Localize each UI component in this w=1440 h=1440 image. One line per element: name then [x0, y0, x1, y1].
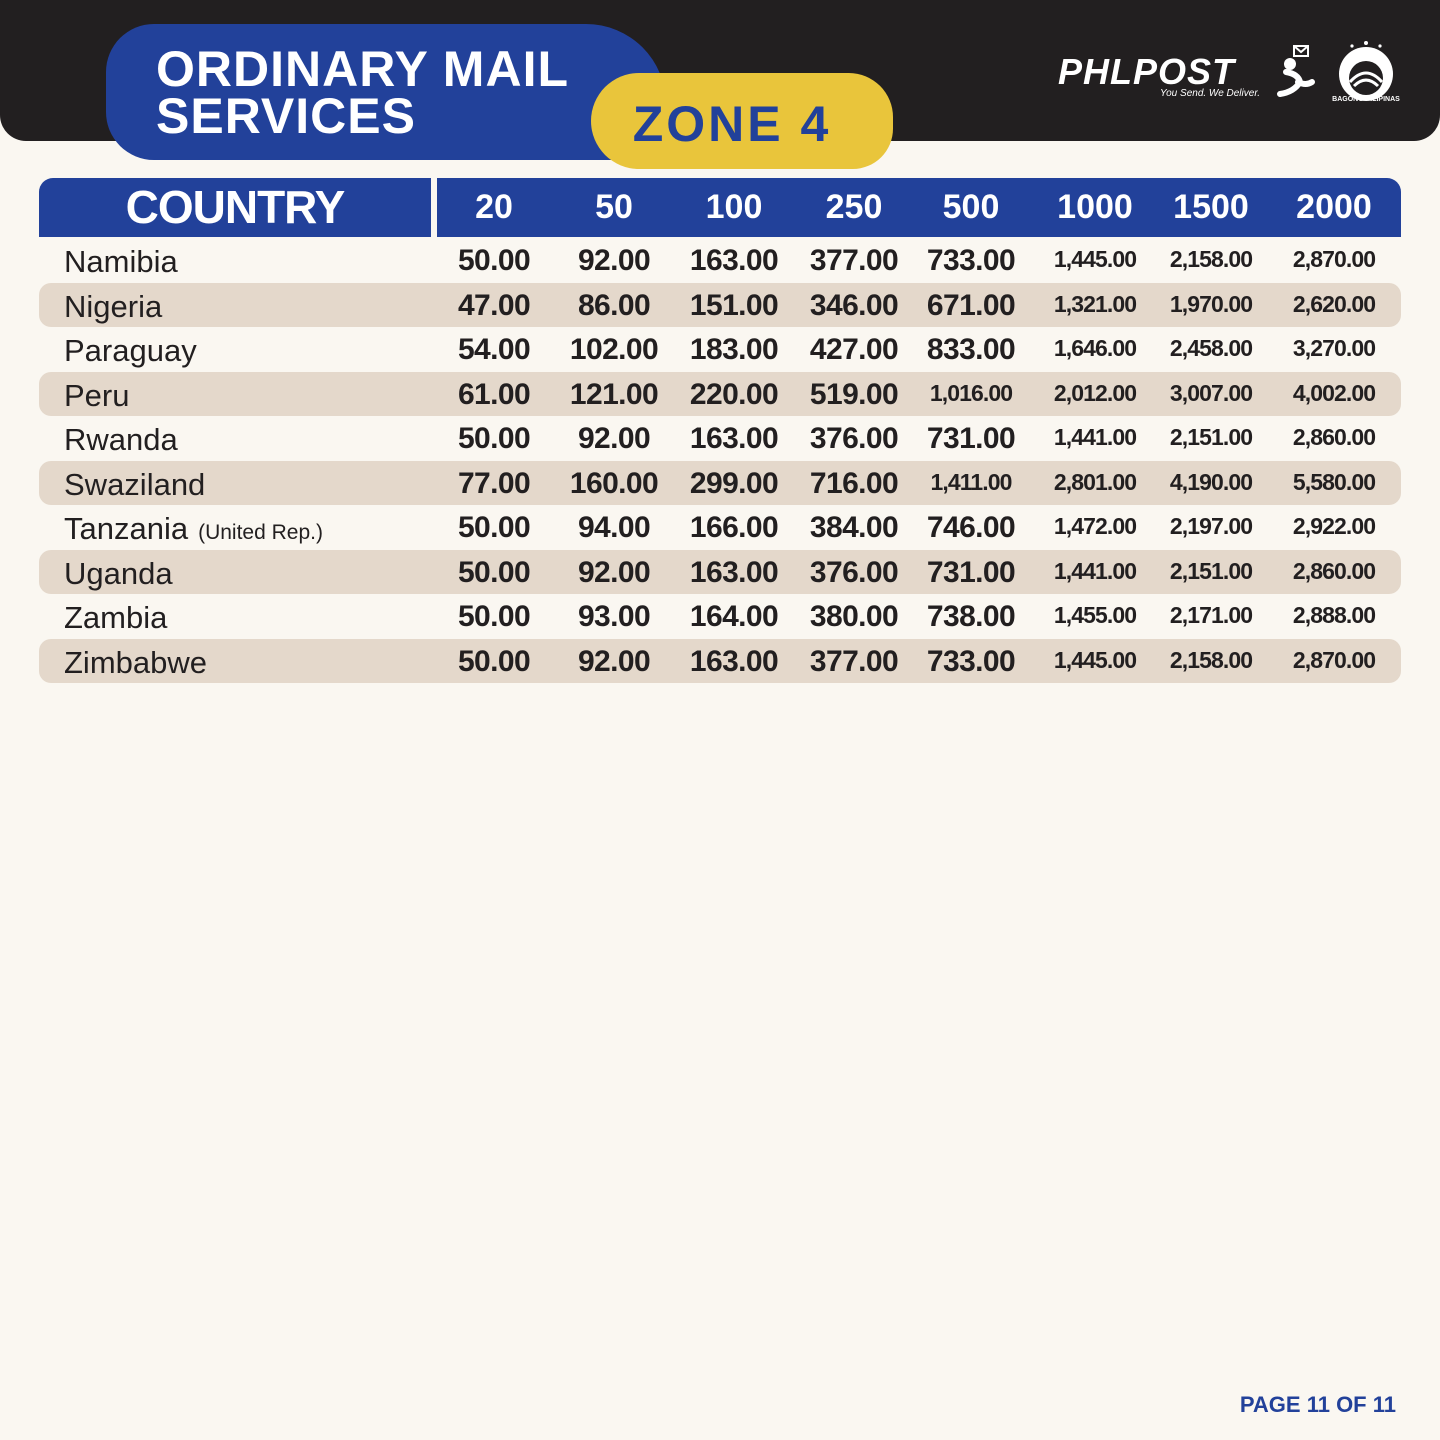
- rate-cell: 733.00: [926, 644, 1016, 678]
- rate-cell: 86.00: [577, 288, 651, 322]
- rate-cell: 1,016.00: [929, 379, 1013, 406]
- rate-cell: 519.00: [809, 377, 899, 411]
- table-row: [39, 550, 1401, 594]
- country-name: [64, 639, 207, 683]
- column-header-weight: 100: [705, 188, 763, 226]
- page-title: [156, 41, 569, 144]
- table-row: [39, 283, 1401, 327]
- rate-cell: 92.00: [577, 644, 651, 678]
- country-label: Swaziland: [64, 466, 206, 502]
- country-name: [64, 461, 205, 505]
- rate-cell: 5,580.00: [1292, 468, 1376, 495]
- rate-cell: 92.00: [577, 555, 651, 589]
- title-line-1: ORDINARY MAIL: [156, 41, 569, 97]
- seal-caption: BAGONG PILIPINAS: [1332, 96, 1400, 103]
- zone-label: ZONE 4: [632, 96, 832, 152]
- rate-cell: 1,441.00: [1053, 424, 1137, 450]
- rate-cell: 731.00: [926, 422, 1016, 455]
- country-label: Uganda: [64, 555, 173, 591]
- rate-cell: 3,007.00: [1169, 379, 1253, 406]
- rate-cell: 1,445.00: [1053, 246, 1137, 272]
- rate-cell: 54.00: [457, 333, 531, 366]
- rate-cell: 2,870.00: [1292, 246, 1376, 272]
- country-label: Paraguay: [64, 333, 197, 368]
- rate-cell: 163.00: [689, 644, 779, 678]
- country-label: Peru: [64, 377, 130, 413]
- table-row: [39, 639, 1401, 683]
- table-row: [39, 327, 1401, 371]
- rate-cell: 163.00: [689, 555, 779, 589]
- country-note: (United Rep.): [198, 521, 323, 544]
- rate-cell: 50.00: [457, 555, 531, 589]
- country-label: Rwanda: [64, 422, 178, 457]
- rate-cell: 183.00: [689, 333, 779, 366]
- country-name: [64, 505, 323, 549]
- rate-cell: 299.00: [689, 466, 779, 500]
- rate-cell: 50.00: [457, 511, 531, 544]
- rate-cell: 61.00: [457, 377, 531, 411]
- table-header: [39, 178, 1401, 237]
- country-name: [64, 238, 178, 282]
- column-header-weight: 1000: [1057, 188, 1133, 226]
- mail-runner-icon: [1272, 42, 1320, 104]
- phlpost-logo: [1052, 38, 1322, 108]
- rate-cell: 833.00: [926, 333, 1016, 366]
- rate-cell: 1,321.00: [1053, 290, 1137, 317]
- rate-cell: 4,190.00: [1169, 468, 1253, 495]
- rate-cell: 50.00: [457, 422, 531, 455]
- rate-cell: 92.00: [577, 244, 651, 277]
- table-row: [39, 372, 1401, 416]
- rate-cell: 377.00: [809, 244, 899, 277]
- rate-cell: 427.00: [809, 333, 899, 366]
- rate-cell: 2,151.00: [1169, 424, 1253, 450]
- rate-cell: 1,441.00: [1053, 557, 1137, 584]
- column-header-weight: 2000: [1296, 188, 1372, 226]
- rate-cell: 2,158.00: [1169, 646, 1253, 673]
- rate-cell: 92.00: [577, 422, 651, 455]
- country-name: [64, 550, 173, 594]
- rate-cell: 2,888.00: [1292, 602, 1376, 628]
- rate-cell: 1,411.00: [930, 468, 1012, 495]
- country-name: [64, 327, 197, 371]
- country-label: Tanzania: [64, 511, 189, 546]
- rate-cell: 376.00: [809, 422, 899, 455]
- rate-cell: 1,970.00: [1169, 290, 1253, 317]
- rate-cell: 50.00: [457, 244, 531, 277]
- rate-cell: 163.00: [689, 244, 779, 277]
- rate-cell: 2,151.00: [1169, 557, 1253, 584]
- rate-cell: 2,197.00: [1169, 513, 1253, 539]
- rate-cell: 1,455.00: [1053, 602, 1137, 628]
- rate-cell: 166.00: [689, 511, 779, 544]
- rate-cell: 50.00: [457, 644, 531, 678]
- column-header-weight: 20: [475, 188, 513, 226]
- rate-cell: 733.00: [926, 244, 1016, 277]
- rate-cell: 47.00: [457, 288, 531, 322]
- table-row: [39, 416, 1401, 460]
- rate-cell: 2,860.00: [1292, 557, 1376, 584]
- rate-cell: 731.00: [926, 555, 1016, 589]
- title-line-2: SERVICES: [156, 88, 416, 144]
- column-header-weight: 500: [942, 188, 1000, 226]
- country-label: Zimbabwe: [64, 644, 207, 680]
- column-header-weight: 1500: [1173, 188, 1249, 226]
- rate-cell: 746.00: [926, 511, 1016, 544]
- country-name: [64, 372, 129, 416]
- column-header-country: COUNTRY: [125, 181, 345, 233]
- column-header-weight: 50: [595, 188, 633, 226]
- rate-cell: 2,158.00: [1169, 246, 1253, 272]
- rate-cell: 4,002.00: [1292, 379, 1376, 406]
- rate-cell: 2,801.00: [1053, 468, 1137, 495]
- logo-wordmark: PHLPOST: [1058, 51, 1236, 92]
- rate-cell: 1,646.00: [1053, 335, 1137, 361]
- rate-cell: 220.00: [689, 377, 779, 411]
- rate-cell: 671.00: [926, 288, 1016, 322]
- table-row: [39, 505, 1401, 549]
- rate-cell: 2,922.00: [1292, 513, 1376, 539]
- country-label: Namibia: [64, 244, 178, 279]
- rate-cell: 2,012.00: [1053, 379, 1137, 406]
- rate-cell: 380.00: [809, 600, 899, 633]
- table-row: [39, 461, 1401, 505]
- table-row: [39, 594, 1401, 638]
- column-header-weight: 250: [825, 188, 883, 226]
- country-label: Nigeria: [64, 288, 163, 324]
- rate-cell: 384.00: [809, 511, 899, 544]
- rate-cell: 151.00: [689, 288, 779, 322]
- page-indicator: PAGE 11 OF 11: [1239, 1392, 1396, 1417]
- rate-cell: 160.00: [569, 466, 659, 500]
- rate-cell: 3,270.00: [1292, 335, 1376, 361]
- rate-cell: 94.00: [577, 511, 651, 544]
- country-label: Zambia: [64, 600, 168, 635]
- rate-cell: 77.00: [457, 466, 531, 500]
- country-name: [64, 416, 178, 460]
- rate-cell: 738.00: [926, 600, 1016, 633]
- logo-tagline: You Send. We Deliver.: [1160, 88, 1261, 99]
- rate-cell: 2,870.00: [1292, 646, 1376, 673]
- rate-cell: 2,171.00: [1169, 602, 1253, 628]
- rate-cell: 2,458.00: [1169, 335, 1253, 361]
- rate-cell: 121.00: [569, 377, 659, 411]
- rate-cell: 1,445.00: [1053, 646, 1137, 673]
- rate-cell: 716.00: [809, 466, 899, 500]
- country-name: [64, 283, 162, 327]
- table-row: [39, 238, 1401, 282]
- rate-cell: 2,620.00: [1292, 290, 1376, 317]
- rate-cell: 346.00: [809, 288, 899, 322]
- rate-cell: 2,860.00: [1292, 424, 1376, 450]
- rate-cell: 1,472.00: [1053, 513, 1137, 539]
- rate-cell: 50.00: [457, 600, 531, 633]
- rate-cell: 163.00: [689, 422, 779, 455]
- country-name: [64, 594, 167, 638]
- rate-cell: 376.00: [809, 555, 899, 589]
- rate-cell: 164.00: [689, 600, 779, 633]
- rate-cell: 93.00: [577, 600, 651, 633]
- rate-cell: 102.00: [569, 333, 659, 366]
- rate-cell: 377.00: [809, 644, 899, 678]
